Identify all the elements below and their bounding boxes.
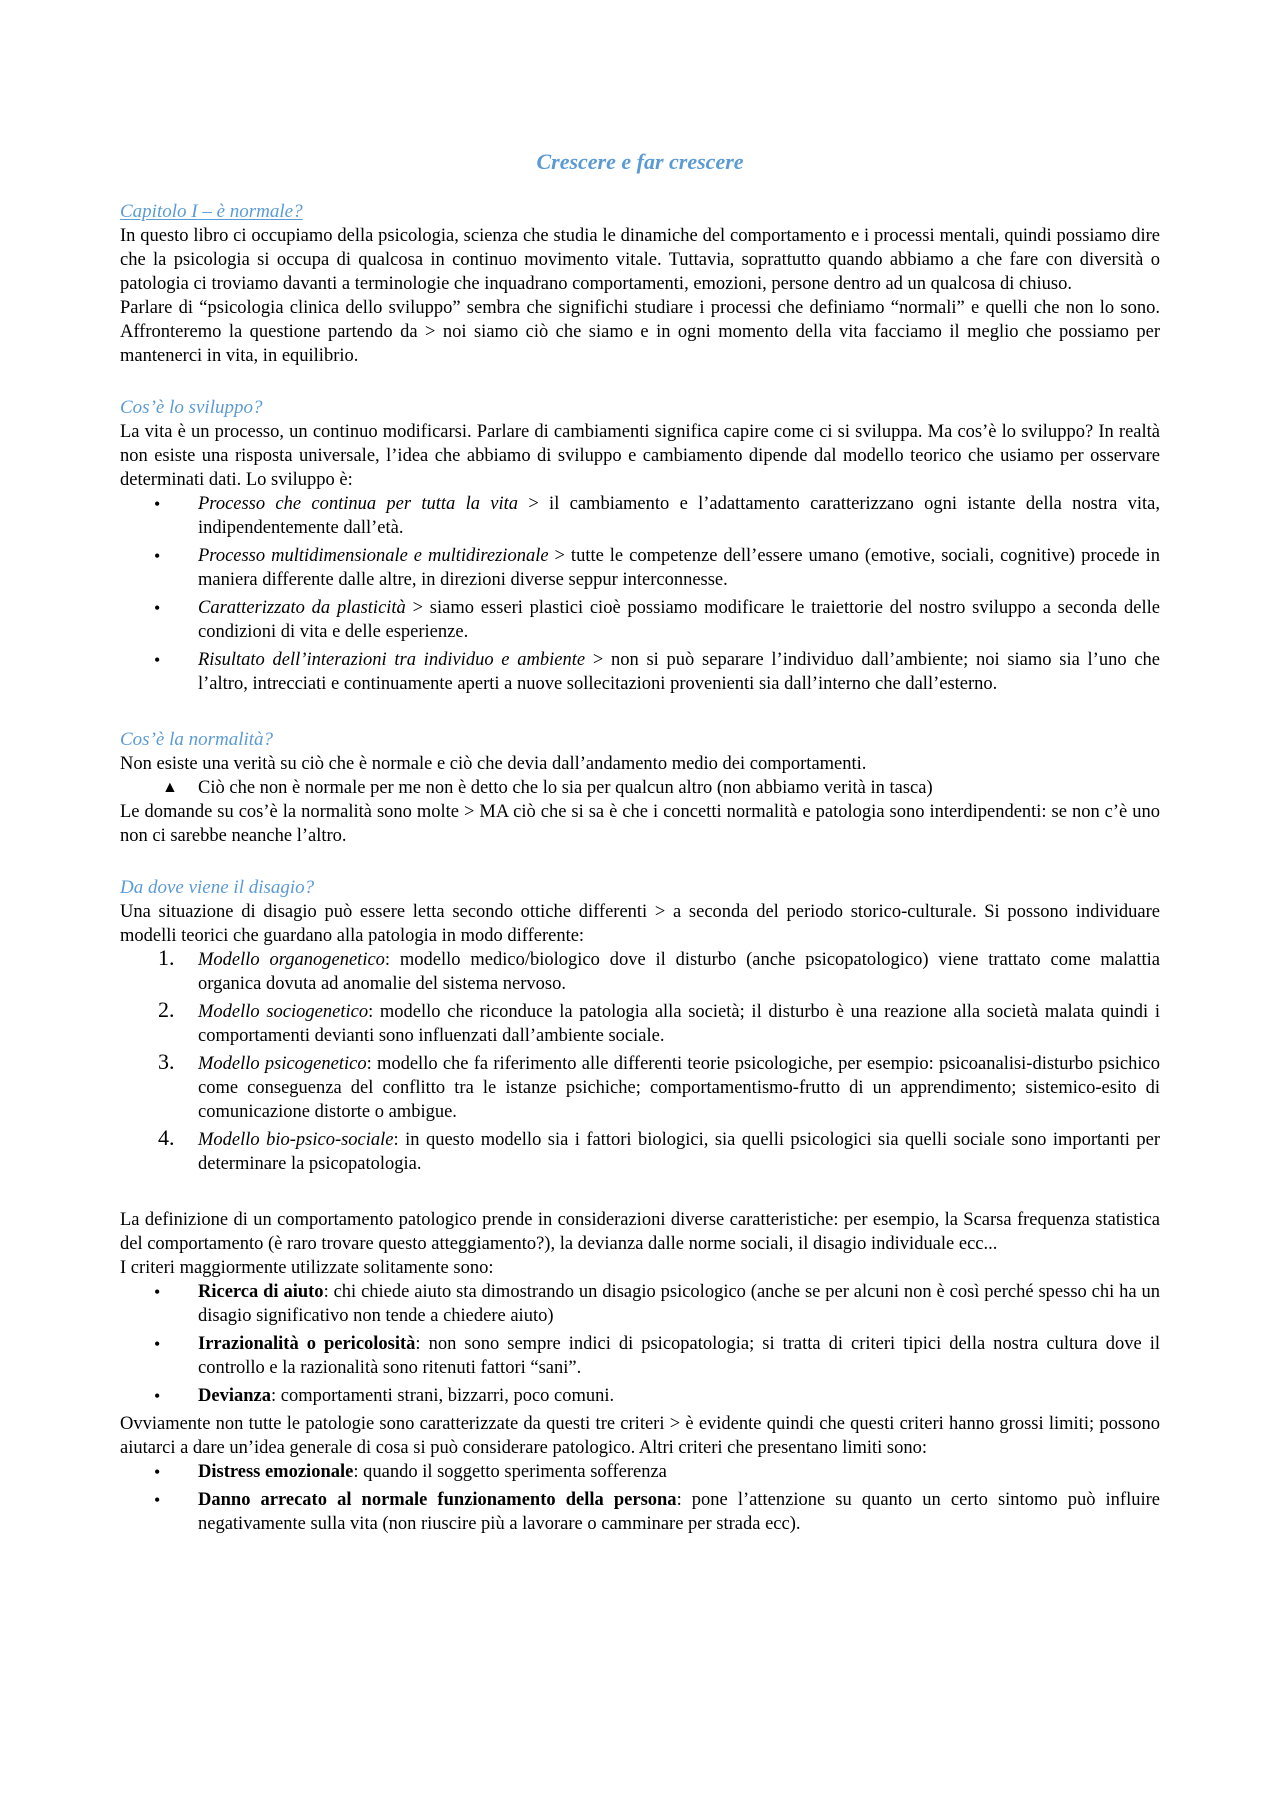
other-criteri-list bbox=[120, 1460, 1160, 1536]
list-item bbox=[120, 1280, 1160, 1328]
list-item-text: > tutte le competenze dell’essere umano (emotive, sociali, cognitive) procede in maniera differente dalle altre, in direzioni diverse seppur interconnesse. bbox=[198, 546, 1160, 590]
criteri-list bbox=[120, 1280, 1160, 1408]
bullet-marker: • bbox=[154, 1462, 161, 1482]
list-item-text: Ciò che non è normale per me non è detto che lo sia per qualcun altro (non abbiamo verità in tasca) bbox=[198, 778, 933, 798]
list-item-term: Caratterizzato da plasticità bbox=[198, 598, 406, 618]
normalita-list bbox=[120, 776, 1160, 800]
bullet-marker: • bbox=[154, 1490, 161, 1510]
list-item bbox=[120, 945, 1160, 996]
section-heading-normalita: Cos’è la normalità? bbox=[120, 729, 274, 750]
chapter-paragraph-2: Parlare di “psicologia clinica dello sviluppo” sembra che significhi studiare i processi che definiamo “normali” e quelli che non lo sono. Affronteremo la questione partendo da > noi siamo ciò che siamo e in ogni momento della vita facciamo il meglio che possiamo per mantenerci in vita, in equilibrio. bbox=[120, 298, 1160, 366]
list-number: 4. bbox=[158, 1125, 175, 1150]
list-item bbox=[120, 1488, 1160, 1536]
list-item-term: Processo multidimensionale e multidirezionale bbox=[198, 546, 549, 566]
list-item-text: : comportamenti strani, bizzarri, poco comuni. bbox=[270, 1386, 615, 1406]
list-item-term: Danno arrecato al normale funzionamento della persona bbox=[198, 1490, 677, 1510]
list-item-term: Modello bio-psico-sociale bbox=[198, 1130, 394, 1150]
list-item bbox=[120, 997, 1160, 1048]
sviluppo-list bbox=[120, 492, 1160, 696]
list-item-term: Risultato dell’interazioni tra individuo e ambiente bbox=[198, 650, 586, 670]
chapter-paragraph-1: In questo libro ci occupiamo della psicologia, scienza che studia le dinamiche del comportamento e i processi mentali, quindi possiamo dire che la psicologia si occupa di qualcosa in continuo movimento vitale. Tuttavia, soprattutto quando abbiamo a che fare con diversità o patologia ci troviamo davanti a terminologie che inquadrano comportamenti, emozioni, persone dentro ad un qualcosa di chiuso. bbox=[120, 226, 1160, 294]
bullet-marker: • bbox=[154, 1334, 161, 1354]
list-item-text: > non si può separare l’individuo dall’ambiente; noi siamo sia l’uno che l’altro, intrecciati e continuamente aperti a nuove sollecitazioni provenienti sia dall’interno che dall’esterno. bbox=[198, 650, 1161, 694]
list-item-text: : modello medico/biologico dove il disturbo (anche psicopatologico) viene trattato come malattia organica dovuta ad anomalie del sistema nervoso. bbox=[198, 950, 1160, 994]
disagio-intro: Una situazione di disagio può essere letta secondo ottiche differenti > a seconda del periodo storico-culturale. Si possono individuare modelli teorici che guardano alla patologia in modo differente: bbox=[120, 902, 1160, 946]
chapter-heading: Capitolo I – è normale? bbox=[120, 201, 303, 222]
list-item-term: Modello organogenetico bbox=[198, 950, 385, 970]
list-number: 1. bbox=[158, 945, 175, 970]
list-item bbox=[120, 544, 1160, 592]
list-item-term: Modello sociogenetico bbox=[198, 1002, 369, 1022]
list-item-term: Modello psicogenetico bbox=[198, 1054, 367, 1074]
list-item bbox=[120, 776, 1160, 800]
bullet-marker: • bbox=[154, 598, 161, 618]
criteri-intro: I criteri maggiormente utilizzate solitamente sono: bbox=[120, 1258, 494, 1278]
bullet-marker: • bbox=[154, 1386, 161, 1406]
bullet-marker: • bbox=[154, 546, 161, 566]
list-number: 3. bbox=[158, 1049, 175, 1074]
list-item-text: : non sono sempre indici di psicopatologia; si tratta di criteri tipici della nostra cultura dove il controllo e la razionalità sono ritenuti fattori “sani”. bbox=[198, 1334, 1161, 1378]
list-item bbox=[120, 1125, 1160, 1176]
list-item bbox=[120, 596, 1160, 644]
list-item-term: Irrazionalità o pericolosità bbox=[198, 1334, 416, 1354]
list-item-term: Processo che continua per tutta la vita bbox=[198, 494, 519, 514]
list-item bbox=[120, 1460, 1160, 1484]
models-list bbox=[120, 945, 1160, 1176]
list-item bbox=[120, 1332, 1160, 1380]
list-item bbox=[120, 1384, 1160, 1408]
list-item-text: > il cambiamento e l’adattamento caratterizzano ogni istante della nostra vita, indipendentemente dall’età. bbox=[198, 494, 1160, 538]
list-item bbox=[120, 492, 1160, 540]
bullet-marker: • bbox=[154, 650, 161, 670]
list-item-text: : modello che fa riferimento alle differenti teorie psicologiche, per esempio: psicoanalisi-disturbo psichico come conseguenza del conflitto tra le istanze psichiche; comportamentismo-frutto di un apprendimento; sistemico-esito di comunicazione distorte o ambigue. bbox=[198, 1054, 1160, 1122]
section-heading-sviluppo: Cos’è lo sviluppo? bbox=[120, 397, 263, 418]
triangle-bullet-icon: ▲ bbox=[162, 779, 178, 796]
list-item bbox=[120, 1049, 1160, 1124]
list-item-text: : in questo modello sia i fattori biologici, sia quelli psicologici sia quelli sociale sono importanti per determinare la psicopatologia. bbox=[198, 1130, 1160, 1174]
list-item bbox=[120, 648, 1160, 696]
bullet-marker: • bbox=[154, 1282, 161, 1302]
list-number: 2. bbox=[158, 997, 175, 1022]
normalita-outro: Le domande su cos’è la normalità sono molte > MA ciò che si sa è che i concetti normalità e patologia sono interdipendenti: se non c’è uno non ci sarebbe neanche l’altro. bbox=[120, 802, 1160, 846]
criteri-definition: La definizione di un comportamento patologico prende in considerazioni diverse caratteristiche: per esempio, la Scarsa frequenza statistica del comportamento (è raro trovare questo atteggiamento?), la devianza dalle norme sociali, il disagio individuale ecc... bbox=[120, 1210, 1160, 1254]
list-item-text: : modello che riconduce la patologia alla società; il disturbo è una reazione alla società malata quindi i comportamenti devianti sono influenzati dall’ambiente sociale. bbox=[198, 1002, 1160, 1046]
list-item-text: : quando il soggetto sperimenta sofferenza bbox=[353, 1462, 667, 1482]
document-title: Crescere e far crescere bbox=[536, 149, 744, 174]
normalita-intro: Non esiste una verità su ciò che è normale e ciò che devia dall’andamento medio dei comportamenti. bbox=[120, 754, 867, 774]
list-item-text: > siamo esseri plastici cioè possiamo modificare le traiettorie del nostro sviluppo a seconda delle condizioni di vita e delle esperienze. bbox=[198, 598, 1160, 642]
list-item-term: Ricerca di aiuto bbox=[198, 1282, 324, 1302]
document-content bbox=[120, 148, 1160, 1540]
list-item-term: Distress emozionale bbox=[198, 1462, 354, 1482]
list-item-text: : pone l’attenzione su quanto un certo sintomo può influire negativamente sulla vita (non riuscire più a lavorare o camminare per strada ecc). bbox=[198, 1490, 1160, 1534]
section-heading-disagio: Da dove viene il disagio? bbox=[120, 877, 315, 898]
list-item-term: Devianza bbox=[198, 1386, 271, 1406]
list-item-text: : chi chiede aiuto sta dimostrando un disagio psicologico (anche se per alcuni non è così perché spesso chi ha un disagio significativo non tende a chiedere aiuto) bbox=[198, 1282, 1160, 1326]
sviluppo-intro: La vita è un processo, un continuo modificarsi. Parlare di cambiamenti significa capire come ci si sviluppa. Ma cos’è lo sviluppo? In realtà non esiste una risposta universale, l’idea che abbiamo di sviluppo e cambiamento dipende dal modello teorico che usiamo per osservare determinati dati. Lo sviluppo è: bbox=[120, 422, 1160, 490]
criteri-limits: Ovviamente non tutte le patologie sono caratterizzate da questi tre criteri > è evidente quindi che questi criteri hanno grossi limiti; possono aiutarci a dare un’idea generale di cosa si può considerare patologico. Altri criteri che presentano limiti sono: bbox=[120, 1414, 1160, 1458]
bullet-marker: • bbox=[154, 494, 161, 514]
